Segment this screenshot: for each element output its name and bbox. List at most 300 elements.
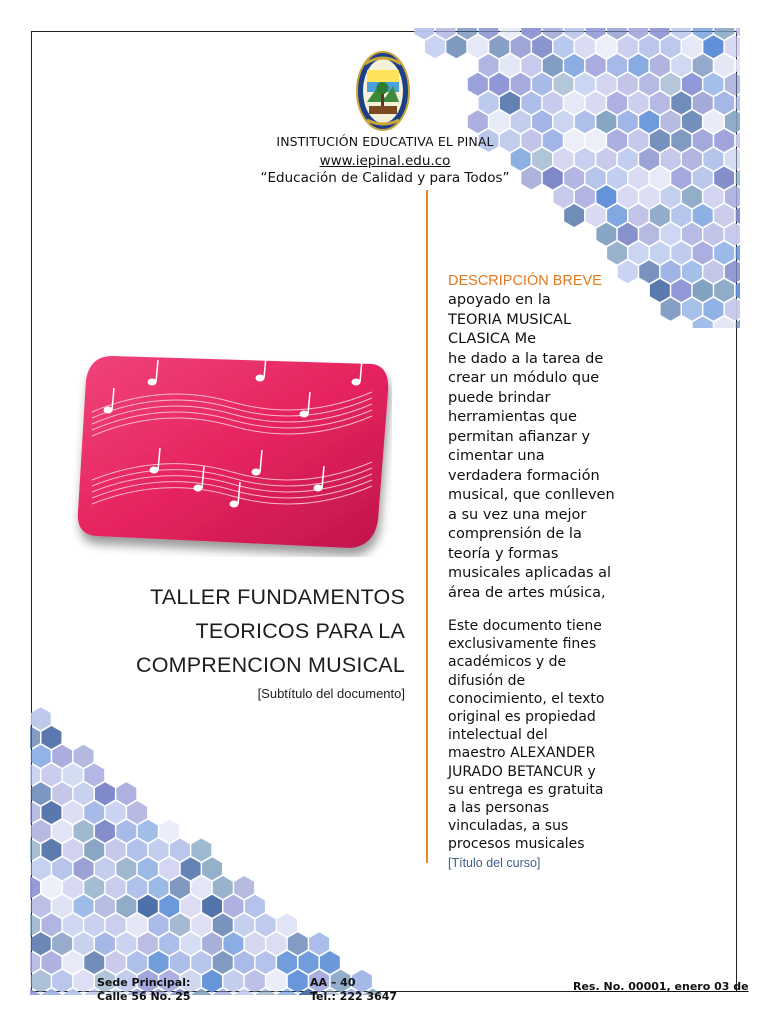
hexagon-tile	[511, 73, 531, 96]
hexagon-tile	[116, 820, 136, 843]
hexagon-tile	[149, 839, 169, 862]
hexagon-tile	[116, 932, 136, 955]
hexagon-tile	[671, 129, 691, 152]
hexagon-tile	[554, 185, 574, 208]
hexagon-tile	[63, 914, 83, 937]
description-paragraph-2-line: a las personas	[448, 800, 550, 817]
hexagon-tile	[639, 35, 659, 58]
footer-contact	[310, 976, 397, 1004]
hexagon-tile	[618, 223, 638, 246]
hexagon-tile	[74, 970, 94, 993]
hexagon-tile	[618, 148, 638, 171]
hexagon-tile	[170, 951, 190, 974]
hexagon-tile	[127, 801, 147, 824]
hexagon-tile	[42, 726, 62, 749]
description-paragraph-1-line: puede brindar	[448, 389, 551, 406]
hexagon-tile	[703, 73, 723, 96]
hexagon-tile	[650, 279, 670, 302]
hexagon-tile	[661, 110, 681, 133]
description-paragraph-2-line: JURADO BETANCUR y	[448, 763, 596, 780]
description-paragraph-2-line: procesos musicales	[448, 836, 585, 853]
motto-text: “Educación de Calidad y para Todos”	[260, 170, 510, 186]
hexagon-tile	[554, 35, 574, 58]
description-paragraph-2-line: su entrega es gratuita	[448, 781, 604, 798]
hexagon-tile	[74, 895, 94, 918]
hexagon-tile	[596, 148, 616, 171]
hexagon-tile	[127, 914, 147, 937]
hexagon-tile	[554, 110, 574, 133]
hexagon-tile	[234, 914, 254, 937]
hexagon-tile	[607, 92, 627, 115]
hexagon-tile	[661, 260, 681, 283]
hexagon-tile	[234, 876, 254, 899]
hexagon-tile	[127, 839, 147, 862]
title-line-3: COMPRENCION MUSICAL	[136, 653, 405, 677]
hexagon-tile	[639, 223, 659, 246]
hexagon-tile	[629, 242, 649, 265]
hexagon-tile	[629, 167, 649, 190]
hexagon-tile	[650, 92, 670, 115]
hexagon-tile	[618, 185, 638, 208]
institution-header	[220, 134, 550, 187]
hexagon-tile	[213, 951, 233, 974]
hexagon-tile	[106, 914, 126, 937]
hexagon-tile	[564, 204, 584, 227]
hexagon-tile	[489, 35, 509, 58]
description-paragraph-1-line: crear un módulo que	[448, 370, 600, 386]
document-title	[100, 580, 405, 682]
hexagon-tile	[149, 914, 169, 937]
hexagon-tile	[42, 951, 62, 974]
description-paragraph-2-line: original es propiedad	[448, 709, 596, 726]
hexagon-tile	[554, 73, 574, 96]
hexagon-tile	[618, 35, 638, 58]
hexagon-tile	[170, 839, 190, 862]
hexagon-tile	[84, 764, 104, 787]
document-subtitle[interactable]: [Subtítulo del documento]	[257, 686, 405, 701]
hexagon-tile	[213, 914, 233, 937]
hexagon-tile	[277, 951, 297, 974]
hexagon-tile	[299, 951, 319, 974]
hexagon-tile	[95, 820, 115, 843]
hexagon-tile	[725, 110, 740, 133]
hexagon-tile	[31, 745, 51, 768]
hexagon-tile	[468, 35, 488, 58]
hexagon-tile	[586, 54, 606, 77]
hexagon-tile	[596, 73, 616, 96]
description-paragraph-2	[448, 617, 633, 854]
description-paragraph-1-line: herramientas que	[448, 409, 577, 425]
hexagon-tile	[682, 223, 702, 246]
hexagon-tile	[671, 204, 691, 227]
hexagon-tile	[30, 764, 40, 787]
hexagon-tile	[234, 951, 254, 974]
hexagon-tile	[149, 951, 169, 974]
hexagon-tile	[63, 801, 83, 824]
school-crest-icon	[355, 50, 411, 132]
hexagon-tile	[30, 726, 40, 749]
hexagon-tile	[116, 857, 136, 880]
hexagon-tile	[106, 801, 126, 824]
hexagon-tile	[714, 279, 734, 302]
hexagon-tile	[320, 951, 340, 974]
hexagon-tile	[95, 895, 115, 918]
hexagon-tile	[31, 782, 51, 805]
hexagon-tile	[159, 857, 179, 880]
website-link[interactable]: www.iepinal.edu.co	[319, 153, 451, 169]
hexagon-tile	[703, 223, 723, 246]
hexagon-tile	[30, 801, 40, 824]
hexagon-tile	[181, 895, 201, 918]
hexagon-tile	[511, 110, 531, 133]
footer-street: Calle 56 No. 25	[97, 990, 191, 1003]
hexagon-tile	[170, 914, 190, 937]
hexagon-tile	[725, 185, 740, 208]
hexagon-tile	[650, 129, 670, 152]
hexagon-tile	[288, 932, 308, 955]
hexagon-tile	[693, 242, 713, 265]
hexagon-tile	[63, 951, 83, 974]
hexagon-tile	[661, 35, 681, 58]
hexagon-tile	[714, 167, 734, 190]
description-paragraph-1-line: musical, que conlleven	[448, 487, 615, 503]
hexagon-tile	[682, 185, 702, 208]
description-column	[448, 272, 633, 871]
hexagon-tile	[596, 223, 616, 246]
hexagon-tile	[425, 35, 445, 58]
hexagon-tile	[596, 110, 616, 133]
footer-resolution: Res. No. 00001, enero 03 de	[573, 980, 749, 993]
hexagon-tile	[639, 185, 659, 208]
hexagon-tile	[170, 876, 190, 899]
hexagon-tile	[575, 185, 595, 208]
hexagon-pattern-bottom	[30, 700, 420, 995]
hexagon-tile	[30, 951, 40, 974]
hexagon-tile	[703, 298, 723, 321]
description-paragraph-1-line: teoría y formas	[448, 545, 559, 562]
hexagon-tile	[446, 35, 466, 58]
hexagon-tile	[52, 820, 72, 843]
hexagon-tile	[245, 895, 265, 918]
hexagon-tile	[127, 951, 147, 974]
institution-name: INSTITUCIÓN EDUCATIVA EL PINAL	[276, 134, 494, 149]
hexagon-tile	[596, 35, 616, 58]
hexagon-tile	[564, 54, 584, 77]
hexagon-tile	[31, 707, 51, 730]
hexagon-tile	[52, 745, 72, 768]
hexagon-tile	[629, 92, 649, 115]
hexagon-tile	[116, 782, 136, 805]
hexagon-tile	[52, 782, 72, 805]
hexagon-tile	[607, 167, 627, 190]
hexagon-tile	[468, 73, 488, 96]
hexagon-tile	[224, 970, 244, 993]
hexagon-tile	[106, 839, 126, 862]
hexagon-tile	[543, 54, 563, 77]
hexagon-tile	[256, 914, 276, 937]
hexagon-tile	[138, 857, 158, 880]
hexagon-tile	[500, 54, 520, 77]
hexagon-tile	[703, 148, 723, 171]
hexagon-tile	[191, 951, 211, 974]
description-paragraph-1-line: CLASICA Me	[448, 331, 537, 347]
hexagon-tile	[693, 167, 713, 190]
hexagon-tile	[586, 167, 606, 190]
hexagon-tile	[682, 110, 702, 133]
hexagon-tile	[693, 279, 713, 302]
hexagon-tile	[693, 204, 713, 227]
hexagon-tile	[181, 857, 201, 880]
hexagon-tile	[116, 895, 136, 918]
hexagon-tile	[532, 35, 552, 58]
hexagon-tile	[266, 932, 286, 955]
hexagon-tile	[671, 92, 691, 115]
hexagon-tile	[202, 970, 222, 993]
hexagon-tile	[127, 876, 147, 899]
hexagon-tile	[639, 148, 659, 171]
hexagon-tile	[682, 148, 702, 171]
hexagon-tile	[138, 895, 158, 918]
hexagon-tile	[489, 73, 509, 96]
hexagon-tile	[31, 895, 51, 918]
description-paragraph-1-line: verdadera formación	[448, 467, 600, 484]
description-paragraph-2-line: académicos y de	[448, 654, 567, 671]
hexagon-tile	[532, 110, 552, 133]
hexagon-tile	[74, 857, 94, 880]
hexagon-tile	[52, 895, 72, 918]
title-line-2: TEORICOS PARA LA	[195, 619, 405, 643]
description-paragraph-1-line: a su vez una mejor	[448, 506, 587, 523]
hexagon-tile	[224, 895, 244, 918]
hexagon-tile	[607, 204, 627, 227]
hexagon-tile	[661, 298, 681, 321]
hexagon-tile	[725, 223, 740, 246]
hexagon-tile	[521, 54, 541, 77]
hexagon-tile	[661, 223, 681, 246]
hexagon-tile	[202, 895, 222, 918]
description-paragraph-2-line: exclusivamente fines	[448, 636, 597, 653]
hexagon-tile	[74, 820, 94, 843]
hexagon-tile	[138, 932, 158, 955]
hexagon-tile	[277, 914, 297, 937]
hexagon-tile	[618, 73, 638, 96]
hexagon-tile	[149, 876, 169, 899]
hexagon-tile	[42, 801, 62, 824]
hexagon-tile	[554, 148, 574, 171]
hexagon-tile	[586, 204, 606, 227]
hexagon-tile	[725, 35, 740, 58]
hexagon-tile	[564, 167, 584, 190]
hexagon-tile	[703, 260, 723, 283]
hexagon-tile	[191, 914, 211, 937]
hexagon-tile	[138, 820, 158, 843]
description-paragraph-1-line: he dado a la tarea de	[448, 350, 604, 367]
hexagon-tile	[725, 260, 740, 283]
hexagon-tile	[693, 129, 713, 152]
hexagon-tile	[586, 92, 606, 115]
description-paragraph-1-line: área de artes música,	[448, 584, 606, 601]
description-heading: DESCRIPCIÓN BREVE	[448, 273, 602, 289]
hexagon-tile	[106, 876, 126, 899]
hexagon-tile	[575, 73, 595, 96]
footer-address	[97, 976, 191, 1004]
hexagon-tile	[31, 932, 51, 955]
title-line-1: TALLER FUNDAMENTOS	[150, 585, 405, 609]
hexagon-tile	[30, 876, 40, 899]
description-paragraph-1-line: cimentar una	[448, 448, 545, 464]
hexagon-tile	[725, 73, 740, 96]
hexagon-tile	[191, 876, 211, 899]
footer-sede-label: Sede Principal:	[97, 976, 191, 989]
hexagon-tile	[682, 35, 702, 58]
hexagon-tile	[682, 298, 702, 321]
hexagon-tile	[479, 54, 499, 77]
hexagon-tile	[202, 857, 222, 880]
hexagon-tile	[256, 951, 276, 974]
course-title-placeholder[interactable]: [Título del curso]	[448, 855, 541, 870]
hexagon-tile	[42, 839, 62, 862]
footer-code: AA – 40	[310, 976, 356, 989]
hexagon-tile	[564, 129, 584, 152]
hexagon-tile	[650, 204, 670, 227]
hexagon-tile	[639, 260, 659, 283]
hexagon-tile	[52, 970, 72, 993]
hexagon-tile	[714, 92, 734, 115]
hexagon-tile	[650, 54, 670, 77]
hexagon-tile	[661, 73, 681, 96]
hexagon-tile	[671, 242, 691, 265]
hexagon-tile	[703, 110, 723, 133]
description-paragraph-1-line: TEORIA MUSICAL	[448, 311, 572, 328]
hexagon-tile	[618, 110, 638, 133]
hexagon-tile	[629, 54, 649, 77]
hexagon-tile	[202, 932, 222, 955]
hexagon-tile	[703, 185, 723, 208]
hexagon-tile	[84, 801, 104, 824]
hexagon-tile	[191, 839, 211, 862]
hexagon-tile	[629, 204, 649, 227]
hexagon-tile	[30, 839, 40, 862]
hexagon-tile	[224, 932, 244, 955]
hexagon-tile	[714, 242, 734, 265]
description-paragraph-2-line: intelectual del	[448, 727, 548, 744]
hexagon-tile	[30, 914, 40, 937]
hexagon-tile	[95, 857, 115, 880]
hexagon-tile	[63, 839, 83, 862]
description-paragraph-2-line: conocimiento, el texto	[448, 690, 605, 707]
hexagon-tile	[74, 932, 94, 955]
hexagon-tile	[671, 279, 691, 302]
description-paragraph-1-line: comprensión de la	[448, 526, 582, 542]
hexagon-tile	[693, 54, 713, 77]
hexagon-tile	[596, 185, 616, 208]
hexagon-tile	[650, 242, 670, 265]
hexagon-tile	[682, 260, 702, 283]
footer-phone: Tel.: 222 3647	[310, 990, 398, 1003]
description-paragraph-1-line: musicales aplicadas al	[448, 565, 612, 581]
hexagon-tile	[650, 167, 670, 190]
hexagon-tile	[52, 932, 72, 955]
hexagon-tile	[714, 204, 734, 227]
hexagon-tile	[31, 970, 51, 993]
hexagon-tile	[703, 35, 723, 58]
description-paragraph-2-line: maestro ALEXANDER	[448, 745, 596, 762]
hexagon-tile	[500, 92, 520, 115]
hexagon-tile	[245, 932, 265, 955]
hexagon-tile	[159, 895, 179, 918]
hexagon-tile	[607, 242, 627, 265]
hexagon-tile	[42, 914, 62, 937]
hexagon-tile	[63, 764, 83, 787]
hexagon-tile	[159, 820, 179, 843]
hexagon-tile	[532, 73, 552, 96]
hexagon-tile	[159, 932, 179, 955]
hexagon-tile	[63, 876, 83, 899]
hexagon-tile	[714, 129, 734, 152]
hexagon-tile	[181, 932, 201, 955]
hexagon-tile	[671, 167, 691, 190]
music-notes-card-icon	[72, 352, 392, 557]
description-paragraph-2-line: difusión de	[448, 672, 526, 689]
hexagon-tile	[575, 110, 595, 133]
hexagon-tile	[714, 54, 734, 77]
hexagon-tile	[489, 110, 509, 133]
hexagon-tile	[74, 745, 94, 768]
hexagon-tile	[95, 932, 115, 955]
hexagon-tile	[468, 110, 488, 133]
description-paragraph-2-line: Este documento tiene	[448, 618, 602, 634]
hexagon-tile	[639, 110, 659, 133]
hexagon-tile	[95, 782, 115, 805]
hexagon-tile	[575, 35, 595, 58]
description-paragraph-1	[448, 291, 633, 603]
hexagon-tile	[511, 35, 531, 58]
hexagon-tile	[31, 820, 51, 843]
orange-divider-line	[426, 190, 428, 863]
hexagon-tile	[629, 129, 649, 152]
hexagon-tile	[42, 876, 62, 899]
hexagon-tile	[575, 148, 595, 171]
hexagon-tile	[213, 876, 233, 899]
hexagon-tile	[84, 839, 104, 862]
hexagon-tile	[607, 54, 627, 77]
hexagon-tile	[543, 92, 563, 115]
description-paragraph-2-line: vinculadas, a sus	[448, 818, 569, 835]
hexagon-tile	[607, 129, 627, 152]
hexagon-tile	[74, 782, 94, 805]
hexagon-tile	[52, 857, 72, 880]
hexagon-tile	[725, 148, 740, 171]
hexagon-tile	[479, 92, 499, 115]
description-paragraph-1-line: permitan afianzar y	[448, 428, 591, 445]
hexagon-tile	[245, 970, 265, 993]
hexagon-tile	[693, 92, 713, 115]
hexagon-tile	[106, 951, 126, 974]
hexagon-tile	[31, 857, 51, 880]
hexagon-tile	[639, 73, 659, 96]
hexagon-tile	[288, 970, 308, 993]
hexagon-tile	[682, 73, 702, 96]
hexagon-tile	[586, 129, 606, 152]
hexagon-tile	[725, 298, 740, 321]
hexagon-tile	[84, 914, 104, 937]
hexagon-tile	[661, 148, 681, 171]
hexagon-tile	[661, 185, 681, 208]
hexagon-tile	[671, 54, 691, 77]
description-paragraph-1-line: apoyado en la	[448, 292, 551, 308]
hexagon-tile	[564, 92, 584, 115]
hexagon-tile	[84, 876, 104, 899]
